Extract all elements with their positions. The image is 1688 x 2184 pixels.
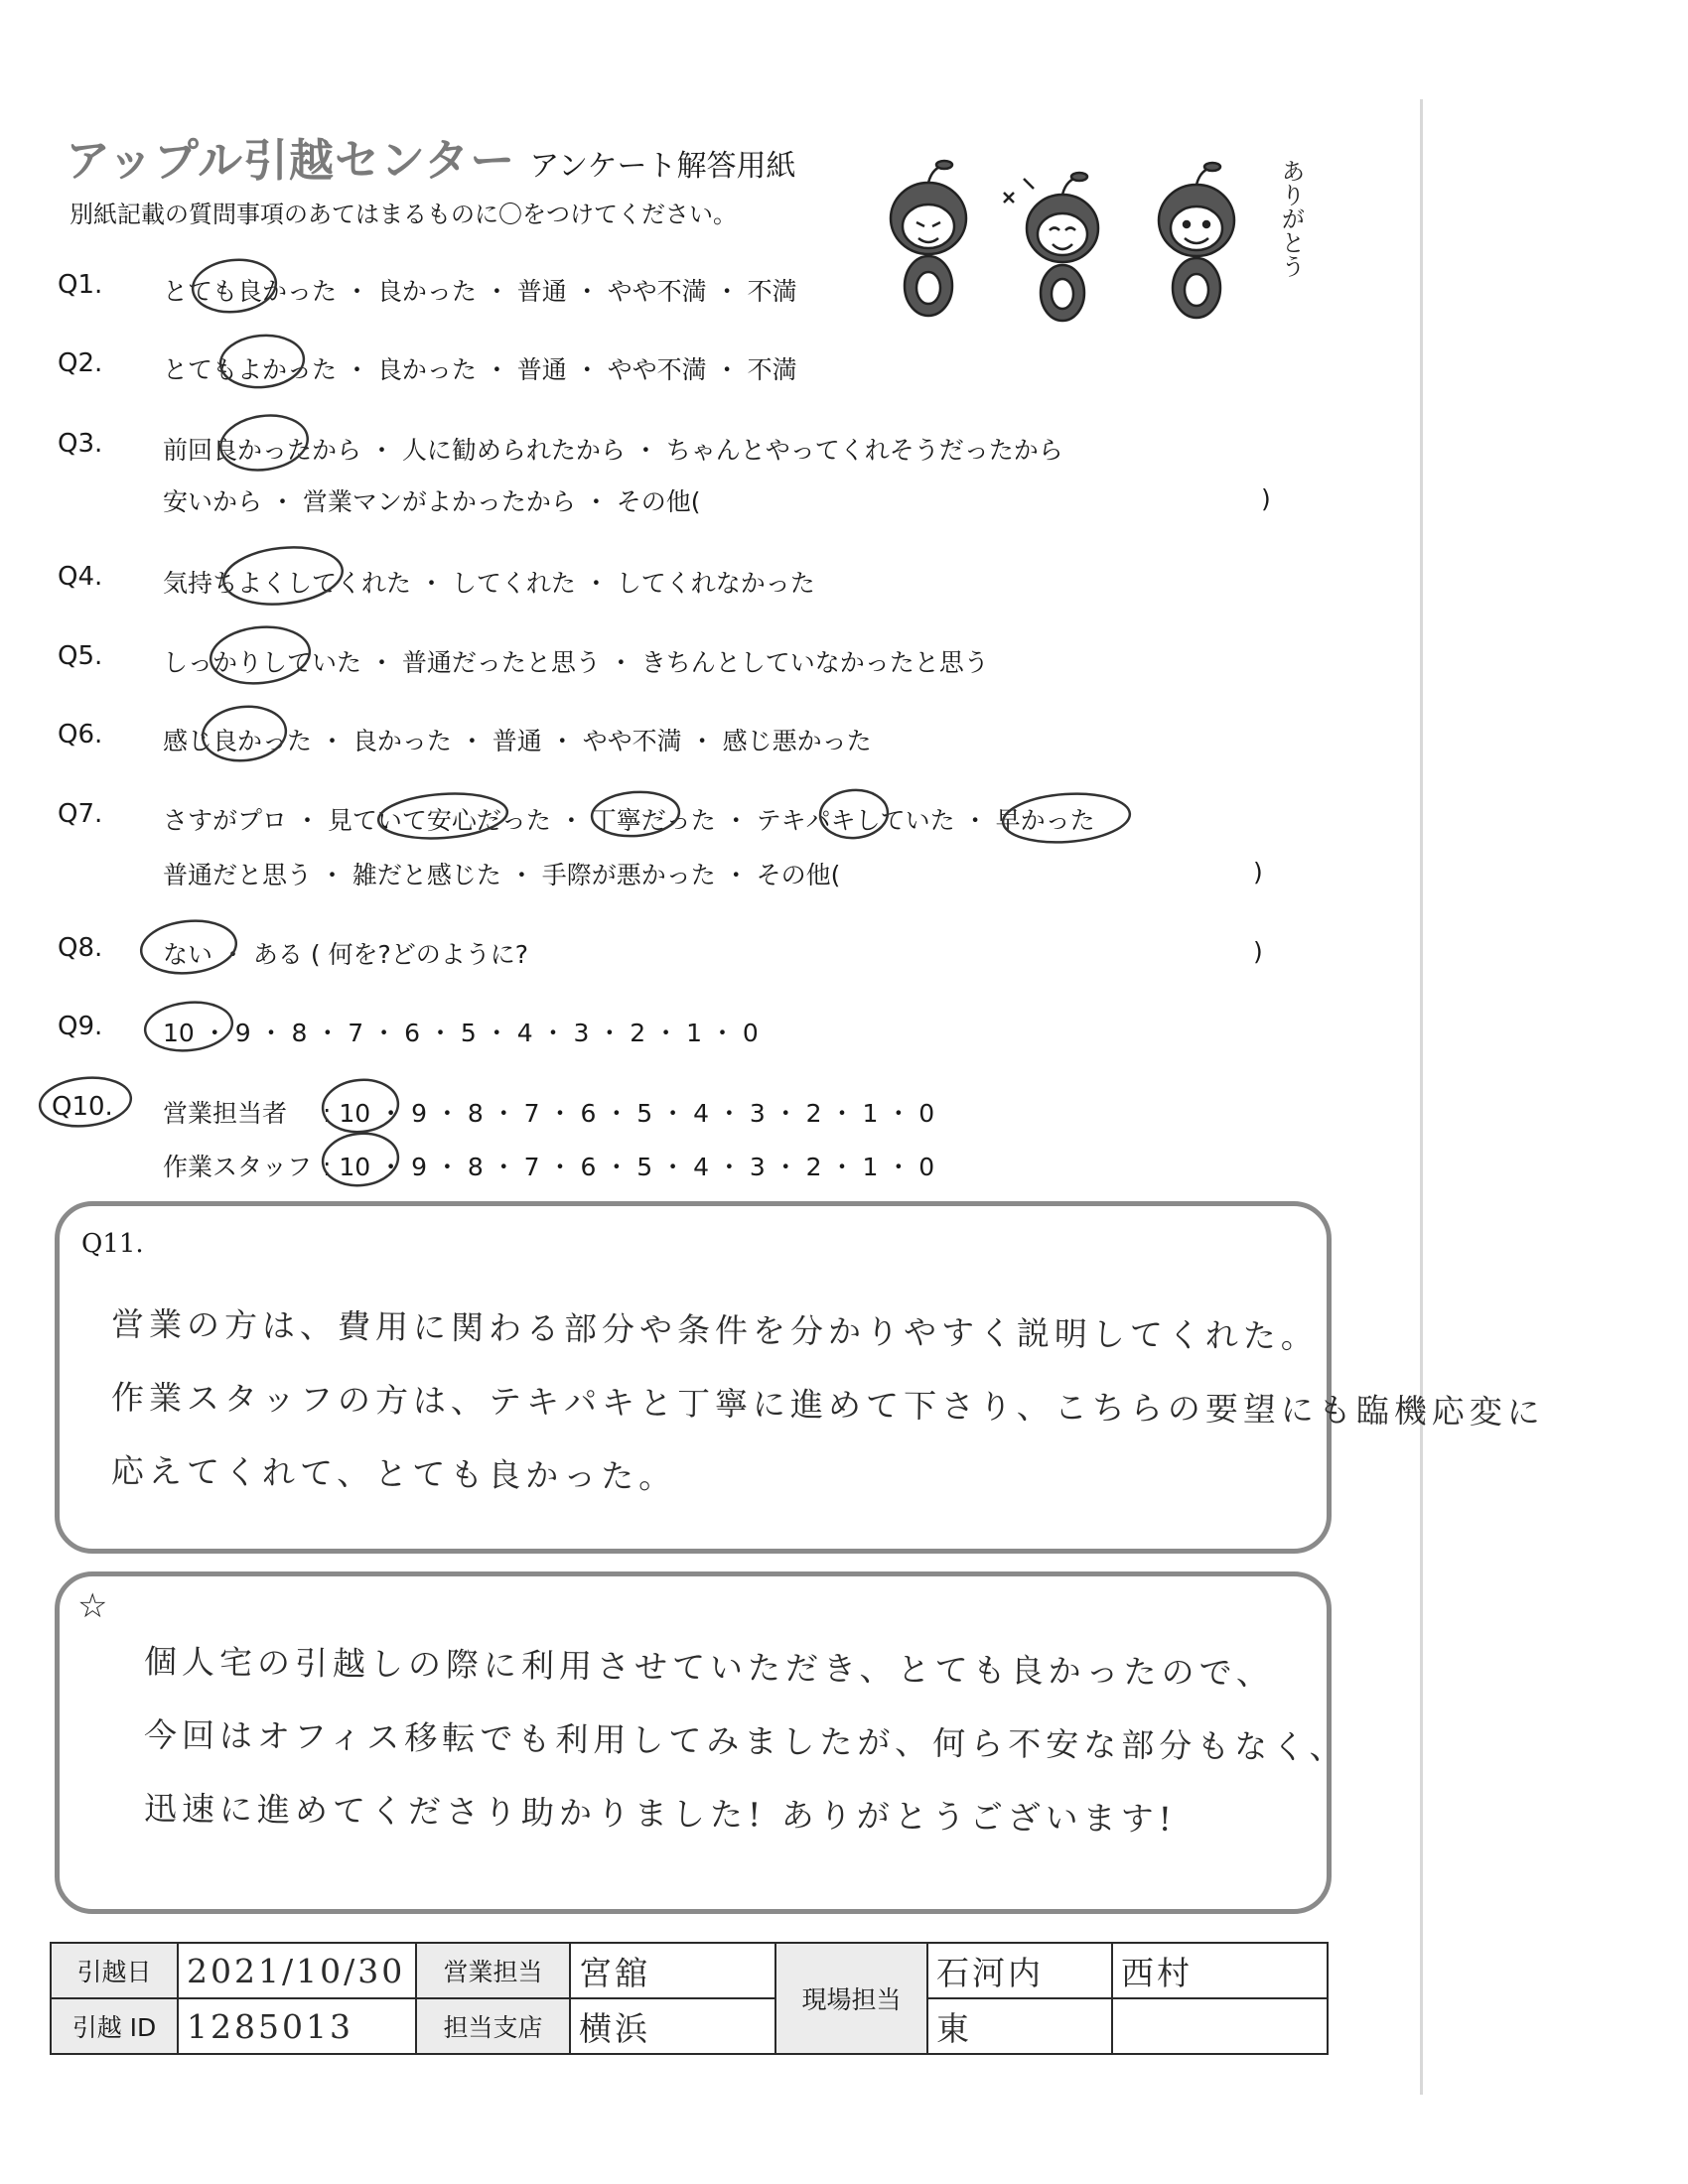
q4-label: Q4.: [58, 562, 103, 592]
q7-options-line2: 普通だと思う ・ 雑だと感じた ・ 手際が悪かった ・ その他(: [163, 861, 841, 889]
move-date-label: 引越日: [51, 1943, 178, 1998]
q11-line-2: 作業スタッフの方は、テキパキと丁寧に進めて下さり、こちらの要望にも臨機応変に: [110, 1378, 1546, 1433]
q9-scale: 10 ・ 9 ・ 8 ・ 7 ・ 6 ・ 5 ・ 4 ・ 3 ・ 2 ・ 1 ・ 0: [163, 1019, 759, 1047]
instruction-text: 別紙記載の質問事項のあてはまるものに〇をつけてください。: [70, 201, 737, 228]
q3-options-line2: 安いから ・ 営業マンがよかったから ・ その他(: [163, 487, 701, 516]
q6-label: Q6.: [58, 720, 103, 750]
q6-options: 感じ良かった ・ 良かった ・ 普通 ・ やや不満 ・ 感じ悪かった: [163, 727, 872, 755]
monkey-mascot-smiling: [1159, 163, 1234, 318]
form-title: アンケート解答用紙: [529, 149, 796, 184]
free-comment-line-2: 今回はオフィス移転でも利用してみましたが、何ら不安な部分もなく、: [143, 1715, 1347, 1767]
move-id-value: 1285013: [178, 1998, 416, 2054]
q1-label: Q1.: [58, 270, 103, 300]
brand-title: [66, 124, 795, 189]
q8-options: ない ・ ある ( 何を?どのように?: [163, 940, 529, 969]
q9-label: Q9.: [58, 1012, 103, 1041]
branch-value: 横浜: [570, 1998, 775, 2054]
q10-staff-label: 作業スタッフ: [163, 1153, 313, 1181]
site-staff-label: 現場担当: [775, 1943, 927, 2054]
q7-options-line1: さすがプロ ・ 見ていて安心だった ・ 丁寧だった ・ テキパキしていた ・ 早かった: [163, 806, 1095, 835]
q8-label: Q8.: [58, 933, 103, 963]
free-comment-line-3: 迅速に進めてくださり助かりました! ありがとうございます!: [143, 1789, 1178, 1839]
q10-label: Q10.: [52, 1092, 113, 1122]
move-info-table: [50, 1942, 1329, 2055]
q1-options: とても良かった ・ 良かった ・ 普通 ・ やや不満 ・ 不満: [163, 277, 797, 306]
q3-options-line1: 前回良かったから ・ 人に勧められたから ・ ちゃんとやってくれそうだったから: [163, 436, 1063, 465]
q7-close-paren: ): [1253, 858, 1263, 887]
q3-label: Q3.: [58, 429, 103, 459]
q11-label: Q11.: [81, 1229, 144, 1259]
q5-options: しっかりしていた ・ 普通だったと思う ・ きちんとしていなかったと思う: [163, 648, 989, 677]
q10-staff-scale: : 10 ・ 9 ・ 8 ・ 7 ・ 6 ・ 5 ・ 4 ・ 3 ・ 2 ・ 1 ・ 0: [323, 1153, 935, 1181]
q2-options: とてもよかった ・ 良かった ・ 普通 ・ やや不満 ・ 不満: [163, 355, 797, 384]
move-date-value: 2021/10/30: [178, 1943, 416, 1998]
q3-close-paren: ): [1261, 484, 1271, 513]
sales-rep-label: 営業担当: [416, 1943, 570, 1998]
q4-options: 気持ちよくしてくれた ・ してくれた ・ してくれなかった: [163, 569, 815, 598]
branch-label: 担当支店: [416, 1998, 570, 2054]
q8-close-paren: ): [1253, 937, 1263, 966]
mascot-thanks-text: ありがとう: [1277, 159, 1305, 278]
star-icon: ☆: [77, 1586, 108, 1626]
brand-name: アップル引越センター: [66, 134, 516, 187]
q7-label: Q7.: [58, 799, 103, 829]
monkey-mascot-laughing: [1004, 173, 1098, 321]
free-comment-line-1: 個人宅の引越しの際に利用させていただき、とても良かったので、: [143, 1642, 1275, 1693]
q11-line-3: 応えてくれて、とても良かった。: [110, 1451, 677, 1496]
monkey-mascot-angry: [891, 161, 966, 316]
site-staff-1: 石河内: [927, 1943, 1112, 1998]
q10-sales-label: 営業担当者: [163, 1099, 288, 1128]
monkey-mascots-illustration: [879, 139, 1316, 328]
q5-label: Q5.: [58, 641, 103, 671]
site-staff-empty: [1112, 1998, 1328, 2054]
q10-sales-scale: : 10 ・ 9 ・ 8 ・ 7 ・ 6 ・ 5 ・ 4 ・ 3 ・ 2 ・ 1 ・ 0: [323, 1099, 935, 1128]
scan-edge: [1420, 99, 1423, 2095]
q11-line-1: 営業の方は、費用に関わる部分や条件を分かりやすく説明してくれた。: [110, 1304, 1320, 1356]
site-staff-2: 西村: [1112, 1943, 1328, 1998]
sales-rep-value: 宮舘: [570, 1943, 775, 1998]
q2-label: Q2.: [58, 348, 103, 378]
move-id-label: 引越 ID: [51, 1998, 178, 2054]
site-staff-3: 東: [927, 1998, 1112, 2054]
